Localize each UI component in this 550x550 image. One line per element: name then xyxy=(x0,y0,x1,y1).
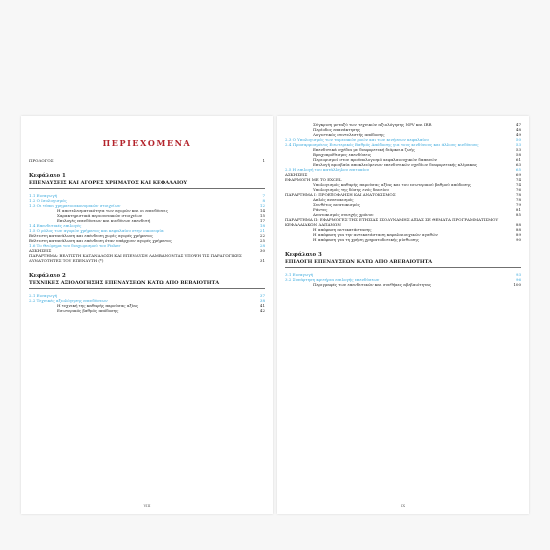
toc-entry-text: 2.5 Η επιλογή του κατάλληλου επιτοκίου xyxy=(285,167,370,172)
toc-entry-page: 78 xyxy=(515,197,521,202)
toc-entry-text: Περιορισμοί στον προϋπολογισμό κεφαλαιουχικών δαπανών xyxy=(313,157,437,162)
toc-entry-page: 49 xyxy=(515,132,521,137)
toc-entry-text: 2.3 Ο Υπολογισμός των ταμειακών ροών και των κινήσεων κεφαλαίου xyxy=(285,137,429,142)
toc-entry-page: 48 xyxy=(515,127,521,132)
chapter-3-label: Κεφάλαιο 3 xyxy=(285,252,322,258)
left-page-number: VIII xyxy=(143,504,151,508)
toc-entry[interactable] xyxy=(29,253,265,263)
toc-entry-text: ΠΑΡΑΡΤΗΜΑ Ι: ΠΡΟΕΞΟΦΛΗΣΗ ΚΑΙ ΑΝΑΤΟΚΙΣΜΟΣ xyxy=(285,192,396,197)
toc-entry-page: 61 xyxy=(515,157,521,162)
toc-entry-text: Βέλτιστη κατανάλωση και επένδυση όταν υπάρχουν αγορές χρήματος xyxy=(29,238,172,243)
toc-entry-text: 1.2 Ο Ισολογισμός xyxy=(29,198,67,203)
toc-entry-page: 15 xyxy=(259,213,265,218)
toc-entry-text: Η αποτελεσματικότητα των αγορών και οι επενδύσεις xyxy=(57,208,168,213)
toc-entry-page: 38 xyxy=(259,298,265,303)
toc-entry-page: 53 xyxy=(515,147,521,152)
toc-entry-text: 2.2 Τεχνικές αξιολόγησης επενδύσεων xyxy=(29,298,108,303)
toc-entry-text: ΠΡΟΛΟΓΟΣ xyxy=(29,158,54,163)
toc-entry[interactable] xyxy=(285,282,521,287)
toc-entry-page: 88 xyxy=(515,222,521,227)
right-page-number: IX xyxy=(401,504,405,508)
chapter-1-entries xyxy=(29,193,265,263)
toc-entry-text: Η τεχνική της καθαρής παρούσας αξίας xyxy=(57,303,139,308)
toc-entry-page: 18 xyxy=(259,223,265,228)
toc-entry-page: 42 xyxy=(259,308,265,313)
chapter-2-label: Κεφάλαιο 2 xyxy=(29,273,66,279)
toc-entry-page: 1 xyxy=(262,158,265,163)
toc-entry-page: 81 xyxy=(515,207,521,212)
toc-entry-text: Απλός ανατοκισμός xyxy=(313,197,354,202)
toc-entry-text: Επενδυτικά σχέδια με διαφορετική διάρκεια ζωής xyxy=(313,147,415,152)
toc-entry-page: 47 xyxy=(515,122,521,127)
toc-entry-text: 1.5 Ο ρόλος των αγορών χρήματος και κεφαλαίου στην οικονομία xyxy=(29,228,164,233)
toc-entry-text: 1.3 Οι τύποι χρηματοοικονομικών στοιχείων xyxy=(29,203,121,208)
chapter-2-entries xyxy=(29,293,265,313)
chapter-1-label: Κεφάλαιο 1 xyxy=(29,173,66,179)
toc-entry-page: 21 xyxy=(259,228,265,233)
toc-entry-text: ΠΑΡΑΡΤΗΜΑ: ΒΕΛΤΙΣΤΗ ΚΑΤΑΝΑΛΩΣΗ ΚΑΙ ΕΠΕΝΔΥΣΗ ΛΑΜΒΑΝΟΝΤΑΣ ΥΠΟΨΗ ΤΙΣ ΠΑΡΑΓΩΓΙΚΕΣ ΔΥΝΑΤΟΤΗΤΕΣ ΤΟΥ ΕΠΕΝΔΥΤΗ (*) xyxy=(29,253,242,263)
toc-entry-page: 7 xyxy=(262,193,265,198)
right-page-content xyxy=(285,122,521,287)
toc-entry[interactable] xyxy=(285,217,521,227)
toc-entry-page: 58 xyxy=(515,152,521,157)
toc-entry-page: 50 xyxy=(515,137,521,142)
chapter-2-continued-entries xyxy=(285,122,521,242)
toc-entry-text: 1.1 Εισαγωγή xyxy=(29,193,57,198)
toc-entry-prologue[interactable] xyxy=(29,158,265,163)
toc-entry-text: Ράντες xyxy=(313,207,328,212)
toc-entry-text: Ανατοκισμός συνεχής χρόνου xyxy=(313,212,374,217)
toc-entry-page: 14 xyxy=(259,208,265,213)
toc-entry-page: 69 xyxy=(515,172,521,177)
toc-entry-page: 93 xyxy=(515,272,521,277)
toc-title: ΠΕΡΙΕΧΟΜΕΝΑ xyxy=(102,138,192,148)
left-page-content xyxy=(29,138,265,313)
toc-entry-text: Χαρακτηριστικά περιουσιακών στοιχείων xyxy=(57,213,143,218)
toc-entry-text: 1.4 Επενδυτικές επιλογές xyxy=(29,223,82,228)
toc-entry-text: Επιλογή αμοιβαία αποκλειόμενων επενδυτικών σχεδίων διαφορετικής κλίμακας xyxy=(313,162,478,167)
toc-entry-text: Βραχυπρόθεσμες επενδύσεις xyxy=(313,152,372,157)
toc-entry-text: ΑΣΚΗΣΕΙΣ xyxy=(29,248,52,253)
toc-entry-text: Σύγκριση μεταξύ των τεχνικών αξιολόγησης NPV και IRR xyxy=(313,122,432,127)
toc-entry-text: Η απόφαση αντικατάστασης xyxy=(313,227,372,232)
toc-entry-page: 17 xyxy=(259,218,265,223)
toc-entry-page: 90 xyxy=(515,237,521,242)
toc-entry-page: 79 xyxy=(515,202,521,207)
toc-entry-page: 25 xyxy=(259,238,265,243)
toc-entry-text: Υπολογισμός καθαρής παρούσας αξίας και του εσωτερικού βαθμού απόδοσης xyxy=(313,182,471,187)
toc-entry[interactable] xyxy=(29,308,265,313)
toc-entry-page: 65 xyxy=(515,167,521,172)
toc-entry-text: 2.1 Εισαγωγή xyxy=(29,293,57,298)
left-page xyxy=(21,116,273,514)
toc-entry-text: Εσωτερικός βαθμός απόδοσης xyxy=(57,308,119,313)
toc-entry-page: 85 xyxy=(515,212,521,217)
toc-entry-page: 37 xyxy=(259,293,265,298)
right-page xyxy=(277,116,529,514)
toc-entry-text: 3.2 Συνάρτηση κριτήρια επιλογής επενδύσεων xyxy=(285,277,380,282)
toc-entry-text: 3.1 Εισαγωγή xyxy=(285,272,313,277)
toc-entry-page: 78 xyxy=(515,192,521,197)
toc-entry-text: Λογιστικός συντελεστής απόδοσης xyxy=(313,132,385,137)
toc-entry-page: 89 xyxy=(515,232,521,237)
toc-entry-text: Επιλογές επενδύσεων και κινδύνων επενδυτή xyxy=(57,218,151,223)
toc-entry-page: 28 xyxy=(259,243,265,248)
toc-entry-page: 76 xyxy=(515,187,521,192)
toc-entry-page: 8 xyxy=(262,198,265,203)
toc-entry-text: Η απόφαση για τη χρήση χρηματοδοτικής μίσθωσης xyxy=(313,237,419,242)
toc-entry[interactable] xyxy=(285,237,521,242)
toc-entry-page: 63 xyxy=(515,162,521,167)
toc-entry-page: 100 xyxy=(513,282,521,287)
toc-entry-page: 31 xyxy=(259,258,265,263)
toc-entry-text: Συνθέτος ανατοκισμός xyxy=(313,202,360,207)
toc-entry-text: Περιγραφές των επενδυτικών και συνθήκες αβεβαιότητας xyxy=(313,282,432,287)
toc-entry-text: Υπολογισμός της δόσης ενός δανείου xyxy=(313,187,389,192)
toc-entry-text: 2.4 Προσαρμοσμένος Εσωτερικός Βαθμός Απόδοσης για τους κινδύνους και άλλους κινδύνους xyxy=(285,142,479,147)
chapter-1-title: ΕΠΕΝΔΥΣΕΙΣ ΚΑΙ ΑΓΟΡΕΣ ΧΡΗΜΑΤΟΣ ΚΑΙ ΚΕΦΑΛΑΙΟΥ xyxy=(29,180,265,189)
toc-entry-page: 30 xyxy=(259,248,265,253)
toc-entry-text: Η απόφαση για την αντικατάσταση κεφαλαιουχικών αγαθών xyxy=(313,232,438,237)
chapter-3-entries xyxy=(285,272,521,287)
toc-entry-text: ΕΦΑΡΜΟΓΗ ΜΕ ΤΟ EXCEL xyxy=(285,177,342,182)
toc-entry-page: 96 xyxy=(515,277,521,282)
toc-entry-page: 12 xyxy=(259,203,265,208)
toc-entry-page: 88 xyxy=(515,227,521,232)
chapter-2-title: ΤΕΧΝΙΚΕΣ ΑΞΙΟΛΟΓΗΣΗΣ ΕΠΕΝΔΥΣΕΩΝ ΚΑΤΩ ΑΠΟ ΒΕΒΑΙΟΤΗΤΑ xyxy=(29,280,265,289)
toc-entry-text: Περίοδος επανάκτησης xyxy=(313,127,361,132)
toc-entry-text: ΑΣΚΗΣΕΙΣ xyxy=(285,172,308,177)
toc-entry-text: 1.6 Το Θεώρημα του διαχωρισμού του Fisher xyxy=(29,243,121,248)
toc-entry-page: 74 xyxy=(515,177,521,182)
toc-entry-text: ΠΑΡΑΡΤΗΜΑ ΙΙ: ΕΦΑΡΜΟΓΕΣ ΤΗΣ ΕΤΗΣΙΑΣ ΙΣΟΔΥΝΑΜΗΣ ΑΞΙΑΣ ΣΕ ΘΕΜΑΤΑ ΠΡΟΓΡΑΜΜΑΤΙΣΜΟΥ ΚΕΦΑΛΑΙΑΚΩΝ ΔΑΠΑΝΩΝ xyxy=(285,217,499,227)
toc-entry-page: 53 xyxy=(515,142,521,147)
chapter-3-title: ΕΠΙΛΟΓΗ ΕΠΕΝΔΥΣΕΩΝ ΚΑΤΩ ΑΠΟ ΑΒΕΒΑΙΟΤΗΤΑ xyxy=(285,259,521,268)
toc-entry-page: 74 xyxy=(515,182,521,187)
toc-entry-text: Βέλτιστη κατανάλωση και επένδυση χωρίς αγορές χρήματος xyxy=(29,233,153,238)
toc-entry-page: 41 xyxy=(259,303,265,308)
toc-entry-page: 22 xyxy=(259,233,265,238)
